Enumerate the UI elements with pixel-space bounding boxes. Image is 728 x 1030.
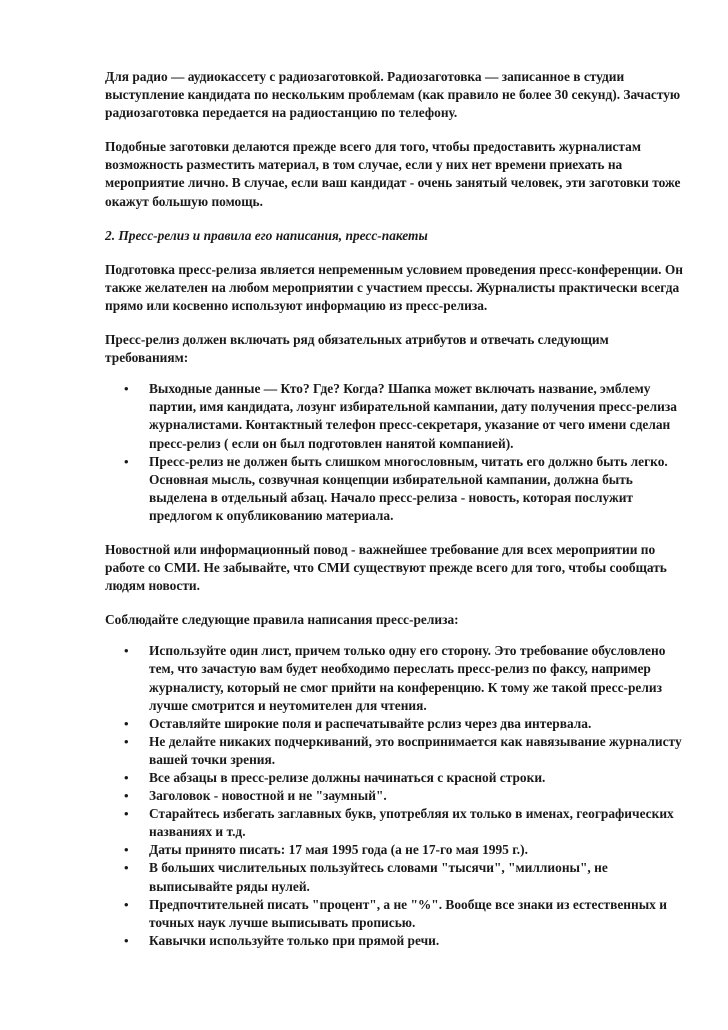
list-item [124,805,685,841]
list-item [124,896,685,932]
paragraph-press-release-intro: Подготовка пресс-релиза является непременным условием проведения пресс-конференции. Он также желателен на любом мероприятии с участием прессы. Журналисты практически всегда прямо или косвенно используют информацию из пресс-релиза. [105,261,684,313]
bullet-icon: • [124,806,129,822]
list-item [124,769,685,787]
bullet-icon: • [124,715,129,731]
list-item [124,453,685,525]
list-item-text: Заголовок - новостной и не "заумный". [149,788,387,804]
bullet-icon: • [124,381,129,397]
bullet-icon: • [124,860,129,876]
bullet-icon: • [124,770,129,785]
bullet-icon: • [124,842,129,858]
list-item-text: Старайтесь избегать заглавных букв, употребляя их только в именах, географических названиях и т.д. [149,806,674,840]
list-item [124,787,685,805]
requirements-list [105,380,685,525]
list-item-text: Кавычки используйте только при прямой речи. [149,932,440,948]
list-item [124,380,685,452]
list-item [124,841,685,859]
paragraph-radio-prep: Для радио — аудиокассету с радиозаготовкой. Радиозаготовка — записанное в студии выступление кандидата по нескольким проблемам (как правило не более 30 секунд). Зачастую радиозаготовка передается на радиостанцию по телефону. [105,69,681,121]
bullet-icon: • [124,932,129,948]
list-item [124,715,685,733]
bullet-icon: • [124,733,129,749]
paragraph-news-hook: Новостной или информационный повод - важнейшее требование для всех мероприятии по работе со СМИ. Не забывайте, что СМИ существуют прежде всего для того, чтобы сообщать людям новости. [105,541,667,594]
rules-list [105,642,685,950]
paragraph-requirements-intro: Пресс-релиз должен включать ряд обязательных атрибутов и отвечать следующим требованиям: [105,332,609,366]
list-item-text: Используйте один лист, причем только одну его сторону. Это требование обусловлено тем, что зачастую вам будет необходимо переслать пресс-релиз по факсу, например журналисту, который не смог прийти на конференцию. К тому же такой пресс-релиз лучше смотрится и неутомителен для чтения. [149,643,666,713]
list-item-text: Даты принято писать: 17 мая 1995 года (а не 17-го мая 1995 г.). [149,842,528,858]
bullet-icon: • [124,643,129,659]
list-item-text: Не делайте никаких подчеркиваний, это воспринимается как навязывание журналисту вашей точки зрения. [149,733,682,767]
bullet-icon: • [124,453,129,469]
list-item-text: Предпочтительней писать "процент", а не "%". Вообще все знаки из естественных и точных наук лучше выписывать прописью. [149,896,667,930]
paragraph-rules-intro: Соблюдайте следующие правила написания пресс-релиза: [105,612,459,628]
list-item [124,733,685,769]
list-item [124,932,685,950]
list-item-text: Все абзацы в пресс-релизе должны начинаться с красной строки. [149,770,546,785]
list-item-text: Пресс-релиз не должен быть слишком многословным, читать его должно быть легко. Основная мысль, созвучная концепции избирательной кампании, должна быть выделена в отдельный абзац. Начало пресс-релиза - новость, которая послужит предлогом к опубликованию материала. [149,453,668,523]
list-item-text: Выходные данные — Кто? Где? Когда? Шапка может включать название, эмблему партии, имя кандидата, лозунг избирательной кампании, дату получения пресс-релиза журналистами. Контактный телефон пресс-секретаря, указание от чего имени сделан пресс-релиз ( если он был подготовлен нанятой компанией). [149,381,677,451]
list-item [124,642,685,714]
section-heading-press-release: 2. Пресс-релиз и правила его написания, пресс-пакеты [105,227,428,243]
bullet-icon: • [124,788,129,804]
bullet-icon: • [124,896,129,912]
list-item-text: В больших числительных пользуйтесь словами "тысячи", "миллионы", не выписывайте ряды нулей. [149,860,608,894]
list-item-text: Оставляйте широкие поля и распечатывайте рслиз через два интервала. [149,715,592,731]
document-page [105,68,685,966]
list-item [124,859,685,895]
paragraph-prep-purpose: Подобные заготовки делаются прежде всего для того, чтобы предоставить журналистам возможность разместить материал, в том случае, если у них нет времени приехать на мероприятие лично. В случае, если ваш кандидат - очень занятый человек, эти заготовки тоже окажут большую помощь. [105,139,681,209]
